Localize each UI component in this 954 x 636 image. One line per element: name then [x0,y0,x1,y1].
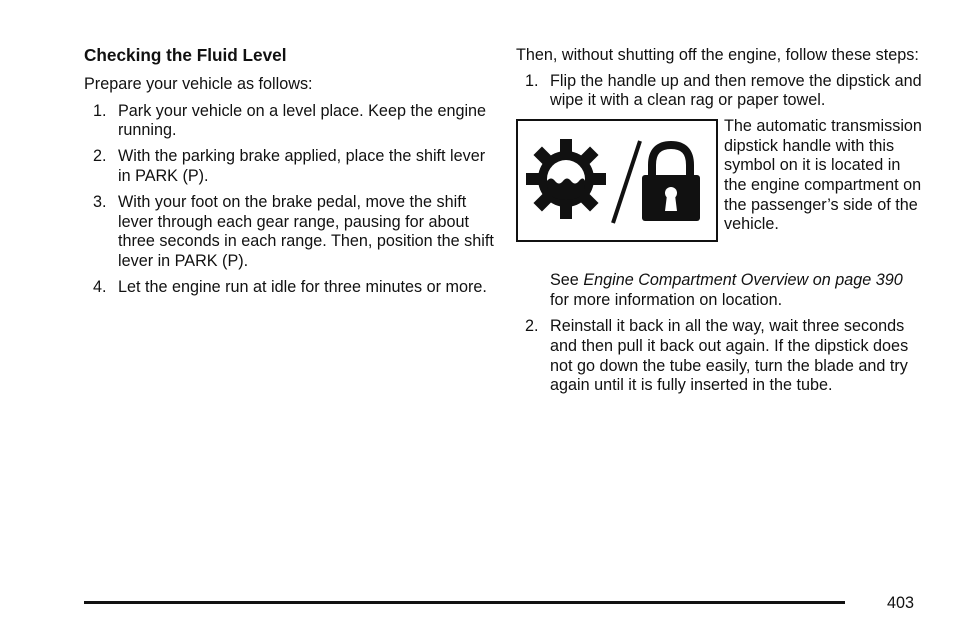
list-item [84,147,494,186]
dipstick-steps-part2 [516,317,926,395]
dipstick-steps-part1 [516,72,926,111]
list-item [84,102,494,141]
section-heading: Checking the Fluid Level [84,45,287,65]
step-number: 1. [93,101,107,120]
step-text: Let the engine run at idle for three minutes or more. [118,277,487,296]
reference-link[interactable]: Engine Compartment Overview on page 390 [583,271,903,290]
step-text: Park your vehicle on a level place. Keep the engine running. [118,101,487,140]
step-number: 4. [93,277,107,296]
list-item [516,317,926,395]
step-text: Flip the handle up and then remove the dipstick and wipe it with a clean rag or paper towel. [550,71,922,110]
right-column [516,46,926,402]
preparation-steps [84,102,494,298]
step-text: With your foot on the brake pedal, move the shift lever through each gear range, pausing for about three seconds in each range. Then, position the shift lever in PARK (P). [118,192,494,270]
padlock-icon [642,145,700,221]
intro-text: Prepare your vehicle as follows: [84,75,313,93]
step-number: 2. [93,147,107,166]
list-item [84,278,494,298]
left-column [84,45,494,304]
footer-rule [84,601,845,604]
step-number: 3. [93,192,107,211]
step-number: 2. [525,317,539,336]
step-text: With the parking brake applied, place the shift lever in PARK (P). [118,147,486,185]
symbol-caption: The automatic transmission dipstick handle with this symbol on it is located in the engine compartment on the passenger’s side of the vehicle. [724,117,922,234]
dipstick-symbol-icon [518,121,716,240]
step-number: 1. [525,71,539,90]
see-suffix: for more information on location. [550,290,783,309]
symbol-figure [516,117,926,277]
list-item [84,193,494,271]
see-prefix: See [550,271,579,290]
right-intro-text: Then, without shutting off the engine, follow these steps: [516,46,919,64]
page-number: 403 [887,594,915,612]
gear-fluid-icon [526,139,606,219]
step-text: Reinstall it back in all the way, wait three seconds and then pull it back out again. If the dipstick does not go down the tube easily, turn the blade and try again until it is fully inserted in the tube. [550,317,909,395]
list-item [516,72,926,111]
dipstick-symbol-box [516,119,718,242]
slash-icon [613,141,640,223]
